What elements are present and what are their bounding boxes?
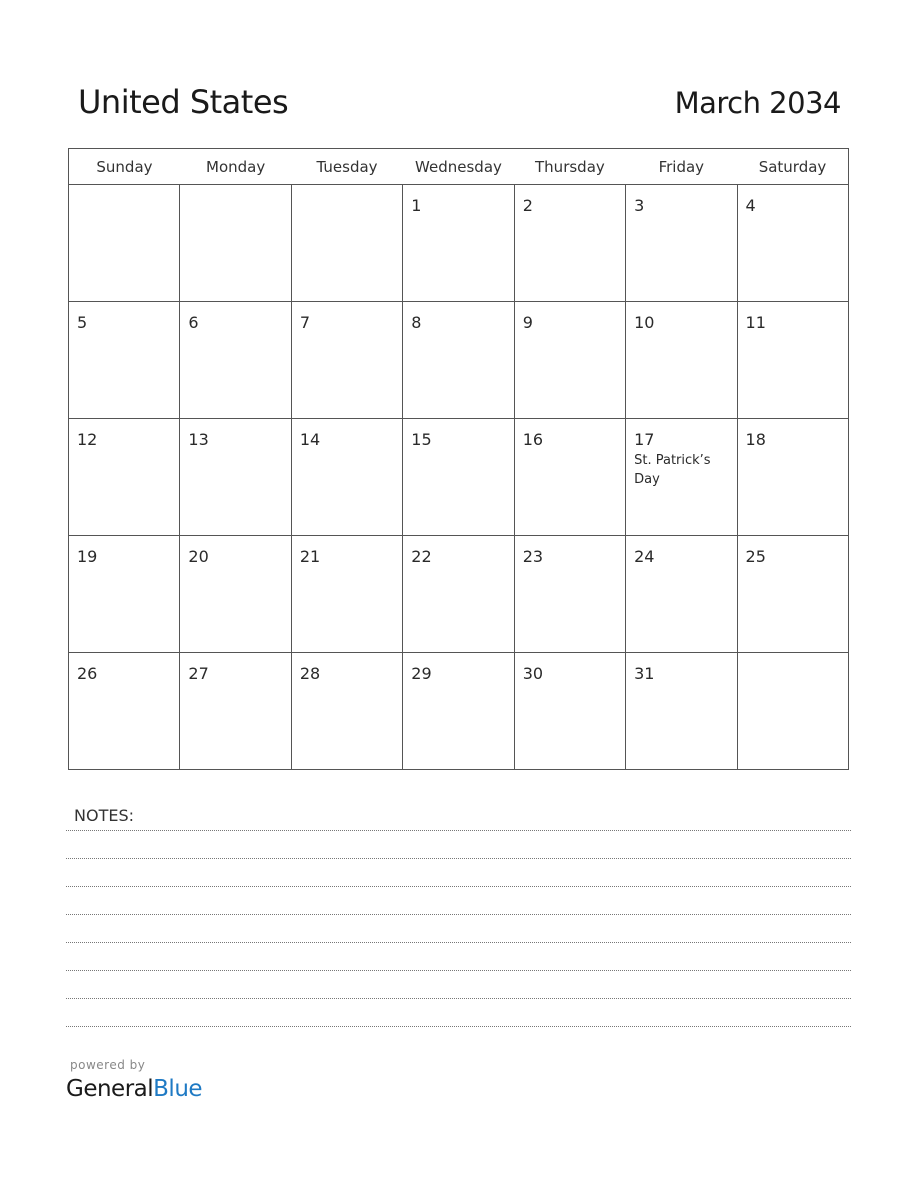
month-year-title: March 2034 — [674, 86, 841, 120]
day-number: 5 — [77, 313, 88, 332]
calendar-week-row — [69, 185, 849, 302]
day-number: 24 — [634, 547, 655, 566]
calendar-day-cell — [737, 536, 848, 653]
calendar-day-cell — [737, 419, 848, 536]
calendar-grid — [68, 148, 849, 770]
calendar-day-cell — [180, 419, 291, 536]
calendar-day-cell — [180, 185, 291, 302]
day-number: 29 — [411, 664, 432, 683]
calendar-day-cell — [291, 419, 402, 536]
day-number: 30 — [522, 664, 544, 683]
day-number: 7 — [299, 313, 311, 332]
day-number: 9 — [522, 313, 533, 332]
weekday-tuesday: Tuesday — [291, 149, 402, 185]
note-line — [66, 942, 851, 943]
day-number: 12 — [77, 430, 98, 449]
calendar-day-cell — [626, 536, 737, 653]
weekday-monday: Monday — [180, 149, 291, 185]
calendar-day-cell — [69, 653, 180, 770]
calendar-day-cell — [737, 185, 848, 302]
day-number: 16 — [522, 430, 544, 449]
calendar-day-cell — [180, 653, 291, 770]
day-number: 21 — [299, 547, 321, 566]
day-number: 23 — [522, 547, 544, 566]
calendar-day-cell — [69, 185, 180, 302]
day-number: 6 — [188, 313, 199, 332]
day-number: 28 — [299, 664, 321, 683]
day-number: 13 — [188, 430, 209, 449]
day-number: 11 — [745, 313, 766, 332]
day-number: 10 — [634, 313, 655, 332]
calendar-day-cell — [69, 302, 180, 419]
day-number: 4 — [745, 196, 756, 215]
day-number: 14 — [299, 430, 321, 449]
day-number: 20 — [188, 547, 209, 566]
generalblue-logo — [66, 1074, 202, 1104]
calendar-day-cell — [514, 536, 625, 653]
day-number: 26 — [77, 664, 98, 683]
note-line — [66, 1026, 851, 1027]
calendar-day-cell — [291, 302, 402, 419]
calendar-week-row — [69, 419, 849, 536]
calendar-day-cell — [626, 419, 737, 536]
brand-general-text: General — [66, 1076, 154, 1102]
day-number — [292, 185, 402, 197]
holiday-label: St. Patrick’s Day — [634, 453, 711, 487]
note-line — [66, 970, 851, 971]
country-title: United States — [78, 83, 289, 121]
calendar-week-row — [69, 653, 849, 770]
day-number: 18 — [745, 430, 766, 449]
day-number: 27 — [188, 664, 209, 683]
day-number — [180, 185, 290, 197]
note-line — [66, 830, 851, 831]
calendar-week-row — [69, 302, 849, 419]
calendar-day-cell — [403, 185, 514, 302]
calendar-week-row — [69, 536, 849, 653]
day-number — [738, 653, 848, 665]
calendar-day-cell — [69, 419, 180, 536]
calendar-day-cell — [626, 302, 737, 419]
note-line — [66, 886, 851, 887]
calendar-day-cell — [403, 653, 514, 770]
weekday-friday: Friday — [626, 149, 737, 185]
calendar-day-cell — [180, 302, 291, 419]
calendar-day-cell — [291, 653, 402, 770]
calendar-day-cell — [737, 302, 848, 419]
powered-by-text: powered by — [70, 1058, 146, 1072]
calendar-day-cell — [403, 419, 514, 536]
day-number: 25 — [745, 547, 766, 566]
calendar-day-cell — [291, 536, 402, 653]
brand-blue-text: Blue — [153, 1076, 203, 1102]
calendar-day-cell — [69, 536, 180, 653]
day-number: 19 — [77, 547, 98, 566]
calendar-day-cell — [403, 302, 514, 419]
calendar-day-cell — [514, 185, 625, 302]
calendar-day-cell — [514, 653, 625, 770]
note-line — [66, 914, 851, 915]
calendar-day-cell — [291, 185, 402, 302]
note-line — [66, 998, 851, 999]
calendar-day-cell — [403, 536, 514, 653]
weekday-saturday: Saturday — [737, 149, 848, 185]
calendar-day-cell — [514, 302, 625, 419]
calendar-day-cell — [514, 419, 625, 536]
day-number: 17 — [634, 430, 655, 449]
weekday-thursday: Thursday — [514, 149, 625, 185]
day-number: 15 — [411, 430, 432, 449]
day-number: 3 — [634, 196, 645, 215]
day-number: 2 — [522, 196, 533, 215]
day-number — [69, 185, 179, 197]
calendar-day-cell — [737, 653, 848, 770]
day-number: 22 — [411, 547, 432, 566]
note-line — [66, 858, 851, 859]
calendar-day-cell — [626, 185, 737, 302]
day-number: 1 — [411, 196, 422, 215]
notes-label: NOTES: — [74, 806, 134, 825]
weekday-header-row — [69, 149, 849, 185]
day-number: 31 — [634, 664, 655, 683]
calendar-day-cell — [180, 536, 291, 653]
day-number: 8 — [411, 313, 422, 332]
weekday-sunday: Sunday — [69, 149, 180, 185]
weekday-wednesday: Wednesday — [403, 149, 514, 185]
calendar-day-cell — [626, 653, 737, 770]
